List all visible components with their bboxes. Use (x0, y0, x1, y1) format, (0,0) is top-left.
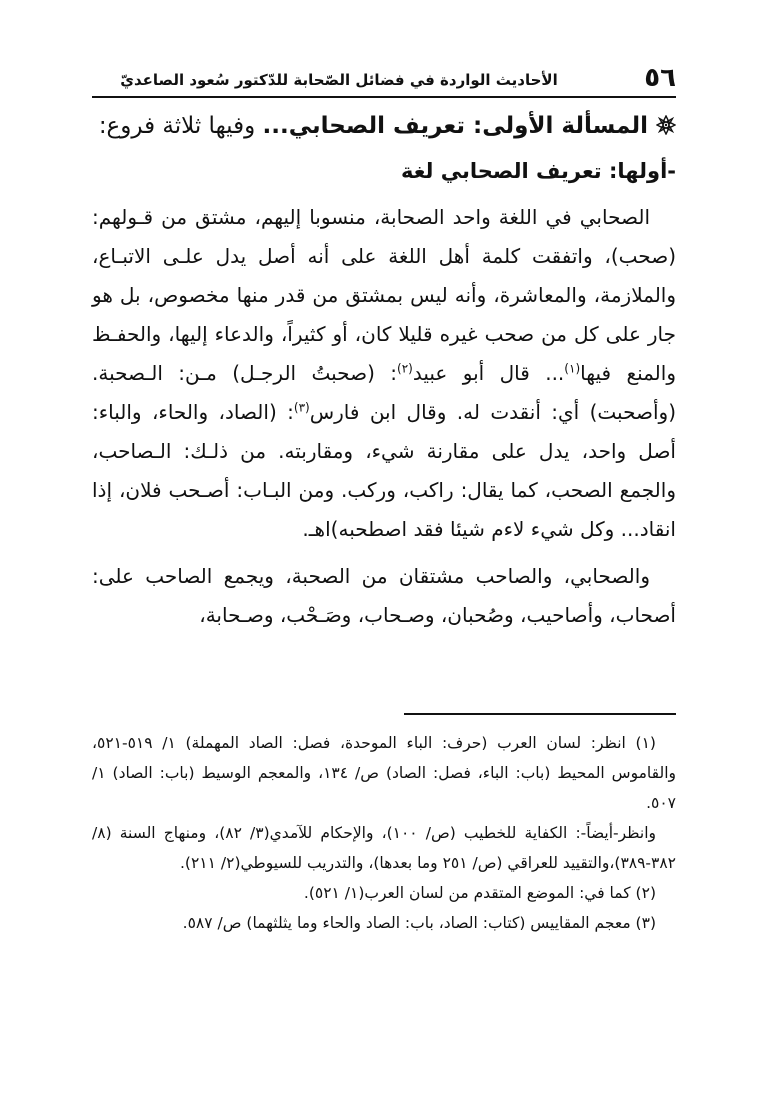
section-title (92, 108, 676, 144)
footnote-ref-1[interactable]: (١) (564, 361, 581, 376)
footnote-3: (٣) معجم المقاييس (كتاب: الصاد، باب: الصاد والحاء وما يثلثهما) ص/ ٥٨٧. (182, 914, 656, 932)
paragraph-1-part-c: : (صحبتُ الرجـل) مـن: الـصحبة. (وأصحبت) أي: أنقدت له. وقال ابن فارس (92, 361, 676, 424)
footnote-divider (404, 713, 676, 715)
paragraph-1-part-b: ... قال أبو عبيد (412, 361, 565, 385)
footnote-1: (١) انظر: لسان العرب (حرف: الباء الموحدة، فصل: الصاد المهملة) ١/ ٥١٩-٥٢١، والقاموس المحيط (باب: الباء، فصل: الصاد) ص/ ١٣٤، والمعجم الوسيط (باب: الصاد) ١/ ٥٠٧. (92, 734, 676, 812)
section-title-main: المسألة الأولى: تعريف الصحابي... (262, 113, 648, 139)
footnote-1-continued: وانظر-أيضاً-: الكفاية للخطيب (ص/ ١٠٠)، والإحكام للآمدي(٣/ ٨٢)، ومنهاج السنة (٨/ ٣٨٢-٣٨٩)،والتقييد للعراقي (ص/ ٢٥١ وما بعدها)، والتدريب للسيوطي(٢/ ٢١١). (92, 824, 676, 872)
paragraph-2: والصحابي، والصاحب مشتقان من الصحبة، ويجمع الصاحب على: أصحاب، وأصاحيب، وصُحبان، وصـحاب، وصَـحْب، وصـحابة، (92, 564, 676, 627)
running-header (92, 60, 676, 98)
paragraph-1-part-a: الصحابي في اللغة واحد الصحابة، منسوبا إليهم، مشتق من قـولهم: (صحب)، واتفقت كلمة أهل اللغة على أنه أصل يدل علـى الاتبـاع، والملازمة، والمعاشرة، وأنه ليس بمشتق من قدر منها مخصوص، بل هو جار على كل من صحب غيره قليلا كان، أو كثيراً، والدعاء إليها، والحفـظ والمنع فيها (92, 205, 676, 385)
footnotes (92, 728, 676, 938)
body-text (92, 198, 676, 635)
paragraph-1 (92, 198, 676, 549)
subheading: -أولها: تعريف الصحابي لغة (400, 159, 676, 183)
footnote-ref-2[interactable]: (٢) (397, 361, 413, 376)
section-title-rest: وفيها ثلاثة فروع: (98, 113, 263, 139)
running-header-title: الأحاديث الواردة في فضائل الصّحابة للدّكتور سُعود الصاعديّ (120, 71, 558, 89)
paragraph-1-part-d: : (الصاد، والحاء، والباء: أصل واحد، يدل على مقارنة شيء، ومقاربته. من ذلـك: الـصاحب، والجمع الصحب، كما يقال: راكب، وركب. ومن البـاب: أصـحب فلان، إذا انقاد... وكل شيء لاءم شيئا فقد اصطحبه)اهـ. (92, 400, 676, 541)
flower-icon (656, 115, 676, 135)
footnote-ref-3[interactable]: (٣) (293, 400, 310, 415)
footnote-2: (٢) كما في: الموضع المتقدم من لسان العرب(١/ ٥٢١). (303, 884, 656, 902)
page-number: ٥٦ (644, 63, 676, 93)
